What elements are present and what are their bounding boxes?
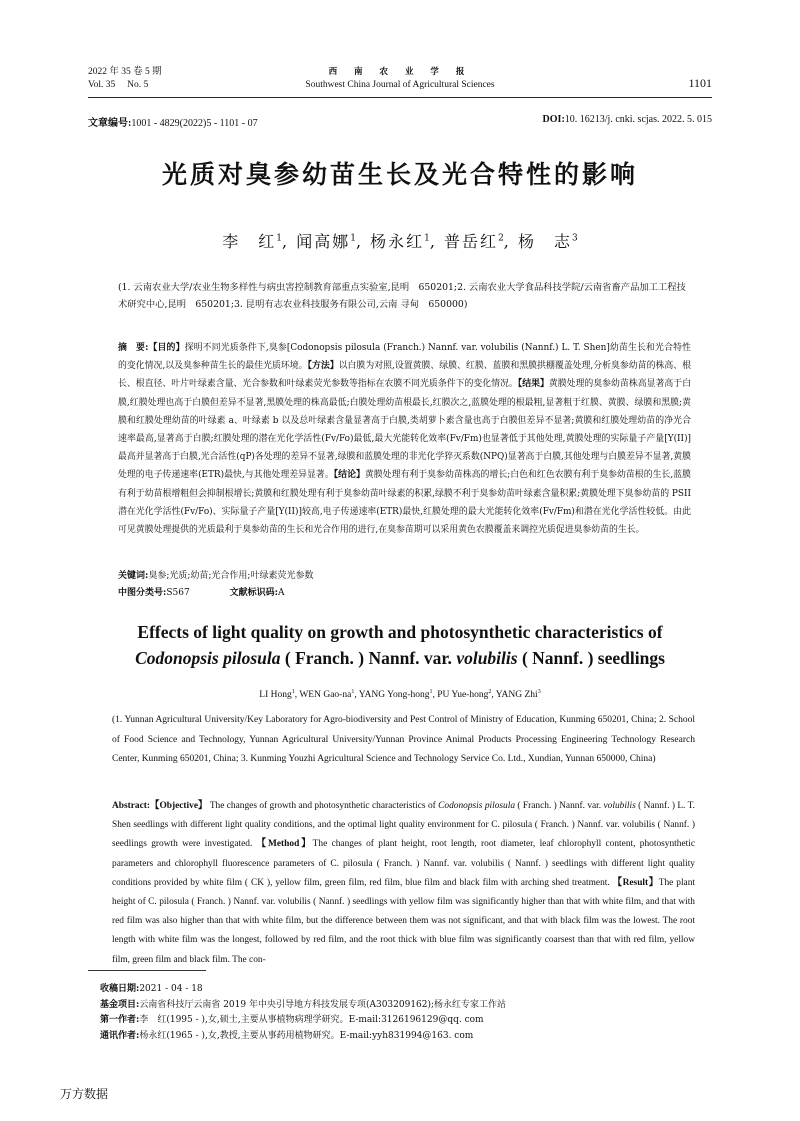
objective-en-a: The changes of growth and photosynthetic characteristics of [207, 801, 439, 811]
issue-cn: 2022 年 35 卷 5 期 [88, 67, 162, 77]
watermark-text: 万方数据 [60, 1087, 109, 1101]
footnote-corresponding-author [100, 1029, 700, 1045]
conclusion-tag-cn: 【结论】 [333, 470, 365, 481]
author-list-en: LI Hong$^1$, WEN Gao-$na^1$, YANG Yong-hong$^1$, PU Yue-hong$^2$, YANG Zhi$^3$ [259, 689, 541, 701]
journal-name-cn: 西 南 农 业 学 报 [328, 67, 472, 77]
footnote-label: 基金项目: [100, 999, 140, 1010]
keywords-text: 臭参;光质;幼苗;光合作用;叶绿素荧光参数 [148, 571, 314, 581]
footnote-label: 通讯作者: [100, 1030, 140, 1041]
article-number-value: 1001 - 4829(2022)5 - 1101 - 07 [131, 118, 258, 129]
footnote-text: 2021 - 04 - 18 [139, 984, 203, 994]
title-en-rest2: ( Nannf. ) seedlings [517, 648, 665, 668]
footnote-label: 第一作者: [100, 1015, 140, 1025]
title-en-rest1: ( Franch. ) Nannf. var. [280, 648, 457, 668]
clc-value: S567 [166, 588, 190, 598]
method-tag-cn: 【方法】 [307, 361, 339, 372]
footnote-label: 收稿日期: [100, 984, 140, 994]
clc-label: 中图分类号: [118, 588, 167, 598]
author-en: YANG Zhi [495, 690, 538, 701]
result-cn: 黄膜处理的臭参幼苗株高显著高于白膜,红膜处理也高于白膜但差异不显著,黑膜处理的株高最低;白膜处理幼苗根最长,红膜次之,蓝膜处理的根最粗,显著粗于红膜、黄膜、绿膜和黑膜;黄膜和红膜处理幼苗的叶绿素 a、叶绿素 b 以及总叶绿素含量显著高于白膜,类胡萝卜素含量也高于白膜但差异不显著;黄膜和红膜处理幼苗的净光合速率最高,显著高于白膜;红膜处理的潜在光化学活性(Fv/Fo)最低,最大光能转化效率(Fv/Fm)也显著低于其他处理,黄膜处理的实际量子产量[Y(II)]最高并显著高于白膜,光合活性(qP)各处理的差异不显著,绿膜和蓝膜处理的非光化学猝灭系数(NPQ)显著高于白膜,其他处理与白膜差异不显著,黄膜处理的电子传递速率(ETR)最快,与其他处理差异显著。 [118, 379, 692, 481]
article-number-label: 文章编号: [88, 118, 132, 129]
keywords-block [118, 568, 692, 602]
footnote-received [100, 982, 700, 998]
title-en-line1: Effects of light quality on growth and photosynthetic characteristics of [137, 622, 663, 642]
author-en: YANG Yong-hong [358, 690, 430, 701]
article-number [88, 114, 258, 129]
objective-cn: 探明不同光质条件下,臭参[Codonopsis pilosula (Franch.) Nannf. var. volubilis (Nannf.) L. T. Shen]幼苗生长和光合特性的变化情况,以及臭参种苗生长的最佳光质环境。 [118, 343, 692, 372]
footnote-rule [88, 970, 206, 971]
affiliations-en: (1. Yunnan Agricultural University/Key Laboratory for Agro-biodiversity and Pest Control of Ministry of Education, Kunming 650201, China; 2. School of Food Science and Technology, Yunnan Agricultural University/Yunnan Province Animal Products Processing Engineering Technology Research Center, Kunming 650201, China; 3. Kunming Youzhi Agricultural Science and Technology Service Co. Ltd., Xundian, Yunnan 650000, China) [112, 715, 695, 764]
keywords-label: 关键词: [118, 571, 149, 581]
objective-en-species: Codonopsis pilosula [438, 801, 516, 811]
result-tag-cn: 【结果】 [517, 379, 549, 390]
method-tag-en: 【Method】 [256, 839, 313, 850]
author-cn: 李 红 [222, 232, 277, 251]
abstract-en [112, 797, 695, 970]
keywords-cn [118, 568, 692, 585]
author-en: LI Hong [259, 690, 292, 701]
doc-code-label: 文献标识码: [229, 588, 278, 598]
footnote-text: 云南省科技厅云南省 2019 年中央引导地方科技发展专项(A303209162);杨永红专家工作站 [139, 999, 507, 1010]
author-sup: 3 [571, 233, 578, 244]
author-cn: 杨 志 [517, 232, 572, 251]
issue-en-no: No. 5 [127, 80, 149, 90]
author-list-cn: 李 红$^1$, 闻高娜$^1$, 杨永红$^1$, 普岳红$^2$, 杨 志$^3$ [222, 232, 578, 251]
author-cn: 杨永红 [370, 232, 425, 251]
author-sup: 2 [488, 689, 492, 695]
conclusion-cn: 黄膜处理有利于臭参幼苗株高的增长;白色和红色农膜有利于臭参幼苗根的生长,蓝膜有利于幼苗根增粗但会抑制根增长;黄膜和红膜处理有利于臭参幼苗叶绿素的积累,绿膜不利于臭参幼苗叶绿素含量积累;黄膜处理下臭参幼苗的 PSII 潜在光化学活性(Fv/Fo)、实际量子产量[Y(II)]较高,电子传递速率(ETR)最快,红膜处理的最大光能转化效率(Fv/Fm)和潜在光化学活性较低。由此可见黄膜处理提供的光质最利于臭参幼苗的生长和光合作用的进行,在臭参苗期可以采用黄色农膜覆盖来调控光质促进臭参幼苗的生长。 [118, 470, 692, 536]
abstract-cn [118, 339, 691, 539]
footnotes [100, 982, 700, 1044]
result-tag-en: 【Result】 [612, 877, 659, 888]
objective-en-b: ( Franch. ) Nannf. var. [515, 801, 604, 811]
running-header-journal [230, 66, 570, 92]
affiliations-cn: (1. 云南农业大学/农业生物多样性与病虫害控制教育部重点实验室,昆明 650201;2. 云南农业大学食品科技学院/云南省畜产品加工工程技术研究中心,昆明 650201;3. 昆明有志农业科技服务有限公司,云南 寻甸 650000) [118, 282, 686, 310]
author-sup: 2 [498, 233, 504, 244]
paper-title-en [88, 619, 712, 671]
page-number: 1101 [688, 76, 712, 90]
abstract-label-en: Abstract: [112, 801, 151, 811]
author-cn: 普岳红 [444, 232, 499, 251]
objective-en-variety: volubilis [603, 801, 636, 811]
method-en: The changes of plant height, root length, root diameter, leaf chlorophyll content, photosynthetic parameters and chlorophyll fluorescence parameters of C. pilosula ( Franch. ) Nannf. var. volubilis ( Nannf. ) seedlings with different light quality conditions provided by white film ( CK ), yellow film, green film, red film, blue film and black film with arching shed treatment. [112, 839, 696, 888]
clc-line [118, 585, 692, 602]
author-sup: 1 [350, 233, 356, 244]
running-header-issue [88, 66, 162, 92]
footnote-text: 杨永红(1965 - ),女,教授,主要从事药用植物研究。E-mail:yyh831994@163. com [139, 1030, 474, 1041]
journal-name-en: Southwest China Journal of Agricultural Sciences [305, 80, 495, 90]
title-en-species: Codonopsis pilosula [135, 648, 281, 668]
footnote-first-author [100, 1013, 700, 1029]
doi-value: 10. 16213/j. cnki. scjas. 2022. 5. 015 [564, 114, 712, 125]
abstract-label-cn: 摘 要: [118, 343, 149, 353]
author-sup: 1 [429, 689, 433, 695]
issue-en-vol: Vol. 35 [88, 80, 116, 90]
doc-code-value: A [278, 588, 285, 598]
method-cn: 以白膜为对照,设置黄膜、绿膜、红膜、蓝膜和黑膜拱棚覆盖处理,分析臭参幼苗的株高、根长、根直径、叶片叶绿素含量、光合参数和叶绿素荧光参数等指标在农膜不同光质条件下的变化情况。 [118, 361, 692, 390]
title-en-variety: volubilis [456, 648, 518, 668]
author-sup: 1 [291, 689, 295, 695]
author-sup: 1 [351, 689, 355, 695]
paper-title-cn: 光质对臭参幼苗生长及光合特性的影响 [161, 160, 638, 189]
author-sup: 1 [424, 233, 430, 244]
header-rule [88, 97, 712, 98]
footnote-funding [100, 998, 700, 1014]
author-sup: 3 [537, 689, 541, 695]
objective-en-c: ( Nannf. ) L. T. Shen seedlings with different light quality conditions, and the optimal light quality environment for C. pilosula ( Franch. ) Nannf. var. volubilis ( Nannf. ) seedlings growth were investigated. [112, 801, 695, 850]
footnote-text: 李 红(1995 - ),女,硕士,主要从事植物病理学研究。E-mail:3126196129@qq. com [139, 1015, 484, 1025]
title-en-line2 [88, 645, 712, 671]
objective-tag-en: 【Objective】 [150, 801, 208, 811]
author-en: PU Yue-hong [437, 690, 489, 701]
result-en: The plant height of C. pilosula ( Franch. ) Nannf. var. volubilis ( Nannf. ) seedlings with yellow film was significantly higher than that with white film, and that with red film was also higher than that with white film, but the difference between them was not significant, and that with black film was the lowest. The root length with white film was the longest, followed by red film, and the root thick with blue film was significantly coarsest than that with red film, yellow film, green film and black film. The con- [112, 877, 695, 965]
author-sup: 1 [276, 233, 283, 244]
issue-en [88, 79, 162, 92]
author-en: WEN Gao-na [299, 690, 352, 701]
doi-label: DOI: [542, 114, 565, 125]
doi [543, 114, 712, 125]
objective-tag-cn: 【目的】 [148, 343, 185, 353]
author-cn: 闻高娜 [296, 232, 351, 251]
